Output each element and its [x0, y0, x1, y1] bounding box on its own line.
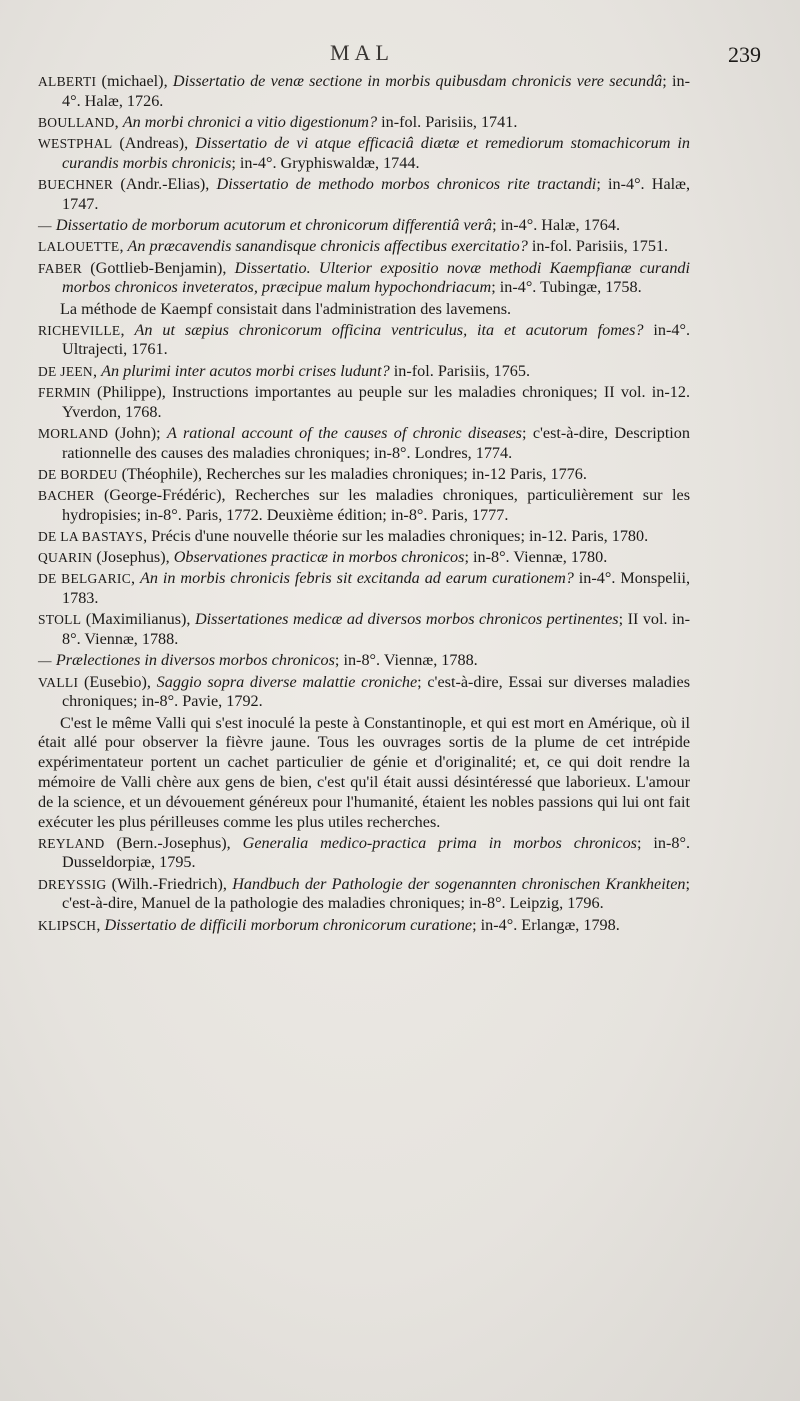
- author-name: STOLL: [38, 612, 82, 628]
- bibliography-entry: [38, 610, 690, 650]
- publication-info: ; in-8°. Viennæ, 1788.: [334, 651, 478, 670]
- author-name: QUARIN: [38, 550, 93, 566]
- publication-info: Recherches sur les maladies chroniques; in-12 Paris, 1776.: [206, 464, 587, 483]
- author-name: ALBERTI: [38, 74, 97, 89]
- publication-info: in-fol. Parisiis, 1751.: [527, 237, 669, 256]
- publication-info: ; in-4°. Erlangæ, 1798.: [472, 915, 620, 934]
- bibliography-entry: [38, 651, 690, 671]
- work-title: An in morbis chronicis febris sit excitanda ad earum curationem?: [140, 569, 574, 588]
- author-name: BOULLAND: [38, 114, 115, 130]
- work-title: An præcavendis sanandisque chronicis affectibus exercitatio?: [127, 237, 528, 256]
- note-paragraph: La méthode de Kaempf consistait dans l'administration des lavemens.: [60, 299, 512, 318]
- author-name: DE BORDEU: [38, 466, 118, 482]
- bibliography-entry: [38, 569, 690, 609]
- bibliography-entry: [38, 916, 690, 936]
- bibliography-entry: [38, 134, 690, 174]
- publication-info: ; c'est-à-dire, Manuel de la pathologie des maladies chroniques; in-8°. Leipzig, 1796.: [62, 874, 690, 913]
- author-detail: (Maximilianus),: [81, 610, 195, 629]
- author-name: MORLAND: [38, 425, 109, 441]
- publication-info: ; II vol. in-8°. Viennæ, 1788.: [62, 610, 690, 649]
- publication-info: ; in-4°. Tubingæ, 1758.: [491, 278, 642, 297]
- bibliography-entry: [38, 486, 690, 526]
- work-title: Handbuch der Pathologie der sogenannten chronischen Krankheiten: [232, 874, 686, 893]
- publication-info: ; in-8°. Dusseldorpiæ, 1795.: [62, 833, 690, 872]
- author-detail: ,: [119, 237, 128, 256]
- author-detail: ,: [96, 915, 105, 934]
- author-detail: (Andr.-Elias),: [113, 175, 217, 194]
- work-title: Dissertationes medicæ ad diversos morbos chronicos pertinentes: [194, 610, 619, 629]
- author-detail: (Wilh.-Friedrich),: [106, 874, 233, 893]
- author-detail: (Théophile),: [117, 464, 207, 483]
- work-title: An ut sæpius chronicorum officina ventriculus, ita et acutorum fomes?: [134, 320, 644, 339]
- author-name: LALOUETTE: [38, 239, 120, 255]
- bibliography-entry: [38, 465, 690, 485]
- work-title: Dissertatio de vi atque efficaciâ diætæ et remediorum stomachicorum in curandis morbis chronicis: [62, 134, 691, 172]
- page-header: [0, 40, 800, 72]
- work-title: A rational account of the causes of chronic diseases: [166, 423, 522, 442]
- publication-info: Précis d'une nouvelle théorie sur les maladies chroniques; in-12. Paris, 1780.: [151, 527, 649, 545]
- bibliography-entry: [38, 834, 690, 874]
- bibliography-entry: [38, 237, 690, 257]
- bibliography-entry: [38, 875, 690, 915]
- author-detail: (Gottlieb-Benjamin),: [82, 258, 235, 277]
- work-title: Dissertatio de morborum acutorum et chronicorum differentiâ verâ: [55, 216, 493, 235]
- work-title: Dissertatio. Ulterior expositio novæ methodi Kaempfianæ curandi morbos chronicos inveteratos, præcipue malum hypochondriacum: [62, 258, 690, 297]
- publication-info: ; in-8°. Viennæ, 1780.: [464, 548, 608, 567]
- author-detail: (Philippe),: [90, 382, 173, 401]
- work-title: Generalia medico-practica prima in morbos chronicos: [242, 833, 637, 852]
- author-name: DE JEEN: [38, 363, 93, 379]
- author-detail: ,: [131, 569, 141, 588]
- author-detail: (John);: [108, 423, 167, 442]
- author-detail: ,: [92, 361, 102, 380]
- author-detail: ,: [120, 320, 135, 339]
- author-name: WESTPHAL: [38, 136, 113, 152]
- publication-info: in-4°. Monspelii, 1783.: [62, 569, 691, 608]
- author-detail: (George-Frédéric),: [94, 486, 235, 505]
- page-number: 239: [728, 42, 761, 67]
- bibliography-entry: [38, 673, 690, 713]
- publication-info: ; c'est-à-dire, Description rationnelle des causes des maladies chroniques; in-8°. Londres, 1774.: [62, 423, 690, 462]
- publication-info: Recherches sur les maladies chroniques, particulièrement sur les hydropisies; in-8°. Paris, 1772. Deuxième édition; in-8°. Paris, 1777.: [62, 486, 690, 524]
- note-paragraph: C'est le même Valli qui s'est inoculé la peste à Constantinople, et qui est mort en Amérique, où il était allé pour observer la fièvre jaune. Tous les ouvrages sortis de la plume de cet intrépide expérimentateur portent un cachet particulier de génie et d'originalité; et, ce qui doit rendre la mémoire de Valli chère aux gens de bien, c'est qu'il était aussi désintéressé que laborieux. L'amour de la science, et un dévouement généreux pour l'humanité, étaient les nobles passions qui lui ont fait exécuter les plus périlleuses comme les plus utiles recherches.: [38, 713, 690, 831]
- author-name: —: [38, 653, 52, 669]
- author-name: VALLI: [38, 674, 79, 690]
- author-name: BUECHNER: [38, 177, 114, 193]
- bibliography-entry: [38, 383, 690, 423]
- bibliography-list: [38, 72, 690, 937]
- author-name: DE LA BASTAYS: [38, 529, 144, 544]
- work-title: Observationes practicæ in morbos chronicos: [173, 548, 465, 567]
- work-title: An plurimi inter acutos morbi crises ludunt?: [101, 361, 390, 380]
- bibliography-entry: [38, 424, 690, 464]
- author-name: DREYSSIG: [38, 876, 107, 892]
- author-detail: (michael),: [96, 72, 173, 90]
- work-title: Dissertatio de methodo morbos chronicos rite tractandi: [216, 175, 597, 194]
- bibliography-entry: [38, 216, 690, 236]
- author-name: BACHER: [38, 488, 95, 504]
- publication-info: in-fol. Parisiis, 1741.: [377, 112, 518, 131]
- author-name: FABER: [38, 260, 83, 276]
- publication-info: in-fol. Parisiis, 1765.: [389, 361, 531, 380]
- author-detail: (Bern.-Josephus),: [104, 833, 243, 852]
- work-title: Dissertatio de venæ sectione in morbis quibusdam chronicis vere secundâ: [172, 72, 663, 90]
- publication-info: Instructions importantes au peuple sur les maladies chroniques; II vol. in-12. Yverdon, 1768.: [62, 382, 690, 421]
- work-title: Saggio sopra diverse malattie croniche: [156, 672, 418, 691]
- author-name: KLIPSCH: [38, 917, 97, 933]
- publication-info: ; in-4°. Halæ, 1764.: [492, 216, 620, 235]
- bibliography-entry: [38, 548, 690, 568]
- author-name: DE BELGARIC: [38, 571, 132, 587]
- publication-info: ; c'est-à-dire, Essai sur diverses maladies chroniques; in-8°. Pavie, 1792.: [62, 672, 690, 711]
- work-title: An morbi chronici a vitio digestionum?: [122, 112, 378, 131]
- bibliography-entry: [38, 527, 690, 547]
- work-title: Prælectiones in diversos morbos chronicos: [55, 651, 335, 670]
- publication-info: in-4°. Ultrajecti, 1761.: [62, 320, 690, 359]
- work-title: Dissertatio de difficili morborum chronicorum curatione: [104, 915, 473, 934]
- bibliography-entry: [38, 113, 690, 133]
- author-name: RICHEVILLE: [38, 322, 121, 338]
- author-detail: (Josephus),: [92, 548, 174, 567]
- author-detail: (Andreas),: [112, 134, 196, 153]
- publication-info: ; in-4°. Halæ, 1726.: [62, 72, 691, 110]
- publication-info: ; in-4°. Halæ, 1747.: [62, 175, 690, 213]
- running-head: MAL: [330, 40, 394, 65]
- bibliography-entry: [38, 259, 690, 299]
- author-name: —: [38, 218, 52, 234]
- author-detail: ,: [114, 112, 123, 131]
- author-name: FERMIN: [38, 384, 91, 400]
- author-detail: (Eusebio),: [78, 672, 157, 691]
- bibliography-entry: [38, 72, 690, 112]
- bibliography-entry: [38, 321, 690, 361]
- publication-info: ; in-4°. Gryphiswaldæ, 1744.: [231, 153, 420, 172]
- author-name: REYLAND: [38, 835, 105, 851]
- author-detail: ,: [143, 527, 152, 545]
- bibliography-entry: [38, 175, 690, 215]
- bibliography-entry: [38, 362, 690, 382]
